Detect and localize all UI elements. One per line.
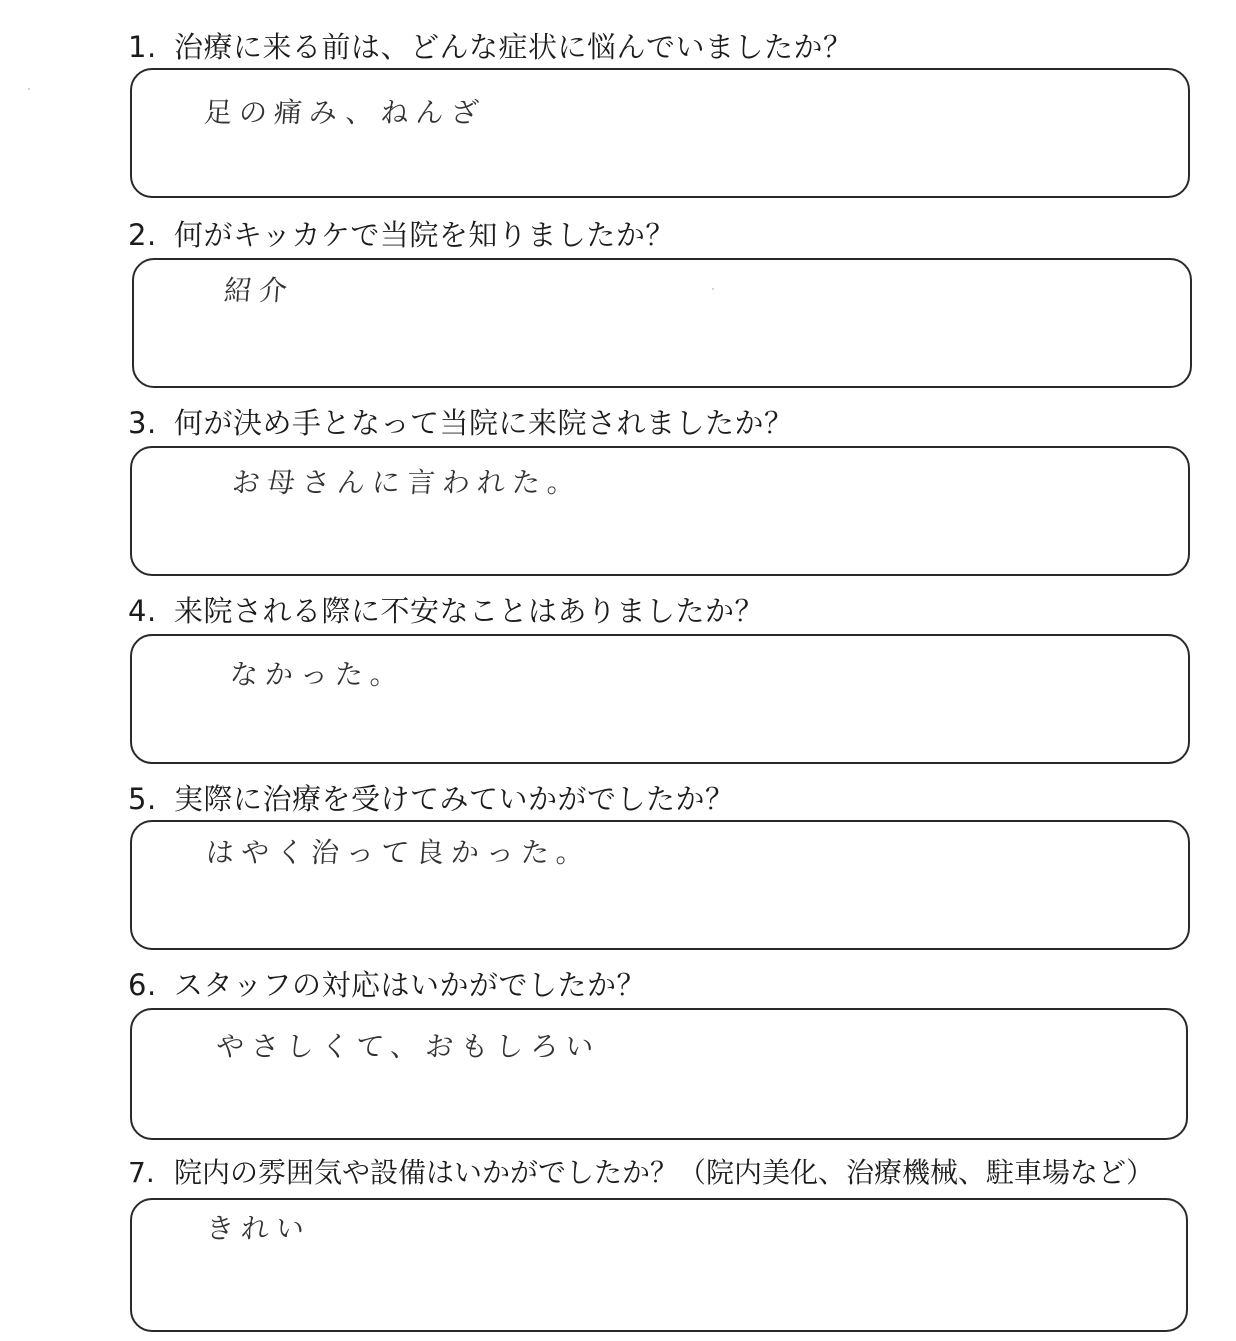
answer-box-2 bbox=[132, 258, 1192, 388]
scan-speck bbox=[712, 288, 714, 290]
scan-speck bbox=[28, 88, 30, 90]
handwritten-answer: きれい bbox=[204, 1212, 313, 1245]
handwritten-answer: やさしくて、おもしろい bbox=[214, 1030, 602, 1063]
question-number: 7. bbox=[128, 1156, 155, 1189]
question-text: 何が決め手となって当院に来院されましたか？ bbox=[174, 406, 794, 440]
answer-box-7 bbox=[130, 1198, 1188, 1332]
question-number: 3. bbox=[128, 406, 157, 440]
handwritten-answer: お母さんに言われた。 bbox=[230, 466, 584, 499]
handwritten-answer: 紹介 bbox=[222, 274, 296, 307]
question-text: 院内の雰囲気や設備はいかがでしたか？（院内美化、治療機械、駐車場など） bbox=[174, 1156, 1155, 1189]
question-number: 1. bbox=[128, 30, 157, 64]
question-4 bbox=[128, 594, 764, 628]
question-number: 5. bbox=[128, 782, 157, 816]
question-2 bbox=[128, 218, 675, 252]
question-number: 2. bbox=[128, 218, 157, 252]
handwritten-answer: 足の痛み、ねんざ bbox=[202, 96, 487, 129]
question-number: 6. bbox=[128, 968, 157, 1002]
question-text: 何がキッカケで当院を知りましたか？ bbox=[174, 218, 675, 252]
question-7 bbox=[128, 1156, 1154, 1190]
answer-box-3 bbox=[130, 446, 1190, 576]
answer-box-1 bbox=[130, 68, 1190, 198]
question-text: スタッフの対応はいかがでしたか？ bbox=[174, 968, 647, 1002]
answer-box-6 bbox=[130, 1008, 1188, 1140]
question-6 bbox=[128, 968, 646, 1002]
question-text: 来院される際に不安なことはありましたか？ bbox=[174, 594, 765, 628]
handwritten-answer: なかった。 bbox=[228, 658, 407, 691]
question-1 bbox=[128, 30, 853, 64]
question-5 bbox=[128, 782, 735, 816]
answer-box-5 bbox=[130, 820, 1190, 950]
question-text: 治療に来る前は、どんな症状に悩んでいましたか？ bbox=[174, 30, 853, 64]
question-text: 実際に治療を受けてみていかがでしたか？ bbox=[174, 782, 735, 816]
answer-box-4 bbox=[130, 634, 1190, 764]
question-number: 4. bbox=[128, 594, 157, 628]
question-3 bbox=[128, 406, 794, 440]
handwritten-answer: はやく治って良かった。 bbox=[204, 836, 593, 869]
